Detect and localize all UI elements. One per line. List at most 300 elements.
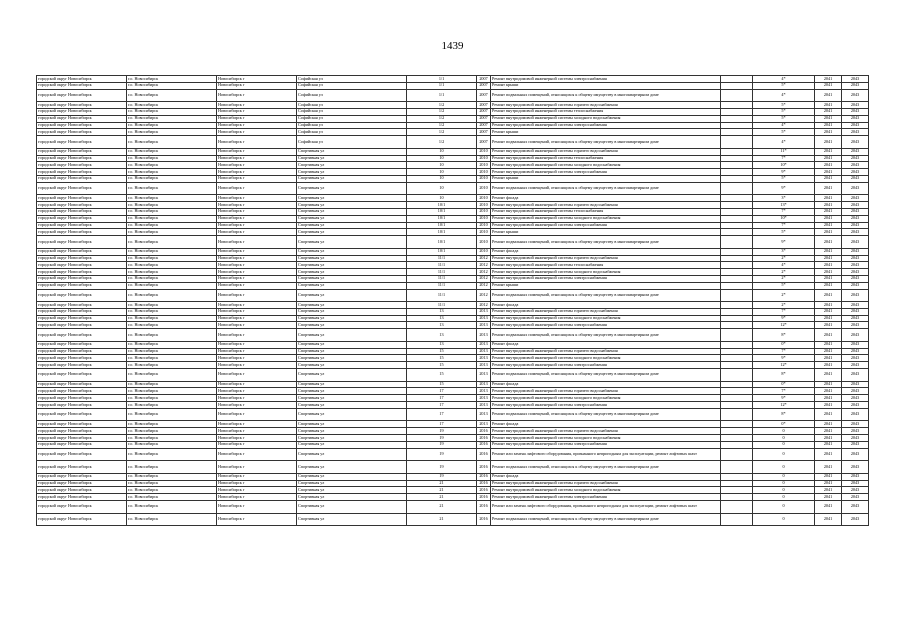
house-cell: 21: [407, 513, 477, 526]
plan-start-year-cell: 2041: [815, 255, 842, 262]
work-type-cell: Ремонт крыши: [491, 229, 721, 236]
count-cell: 5*: [753, 82, 815, 89]
street-cell: Спортивная ул: [297, 428, 407, 435]
town-cell: г.о. Новосибирск: [127, 322, 217, 329]
house-cell: 17: [407, 408, 477, 421]
town-cell: г.о. Новосибирск: [127, 435, 217, 442]
street-cell: Спортивная ул: [297, 480, 407, 487]
plan-end-year-cell: 2043: [842, 480, 869, 487]
town-cell: г.о. Новосибирск: [127, 513, 217, 526]
city-cell: Новосибирск г: [217, 122, 297, 129]
town-cell: г.о. Новосибирск: [127, 102, 217, 109]
year-cell: 2007: [477, 82, 491, 89]
street-cell: Спортивная ул: [297, 448, 407, 461]
table-row: [37, 315, 869, 322]
count-cell: 2*: [753, 275, 815, 282]
year-cell: 2013: [477, 388, 491, 395]
house-cell: 13: [407, 322, 477, 329]
house-cell: 10/1: [407, 215, 477, 222]
street-cell: Софийская ул: [297, 122, 407, 129]
count-cell: 5*: [753, 115, 815, 122]
town-cell: г.о. Новосибирск: [127, 202, 217, 209]
municipality-cell: городской округ Новосибирск: [37, 435, 127, 442]
table-row: [37, 202, 869, 209]
house-cell: 10: [407, 182, 477, 195]
work-type-cell: Ремонт внутридомовой инженерной системы холодного водоснабжения: [491, 162, 721, 169]
municipality-cell: городской округ Новосибирск: [37, 448, 127, 461]
plan-end-year-cell: 2043: [842, 329, 869, 342]
municipality-cell: городской округ Новосибирск: [37, 473, 127, 480]
town-cell: г.о. Новосибирск: [127, 329, 217, 342]
work-type-cell: Ремонт подвальных помещений, относящихся к общему имуществу в многоквартирном доме: [491, 289, 721, 302]
municipality-cell: городской округ Новосибирск: [37, 162, 127, 169]
work-type-cell: Ремонт подвальных помещений, относящихся к общему имуществу в многоквартирном доме: [491, 136, 721, 149]
town-cell: г.о. Новосибирск: [127, 236, 217, 249]
table-row: [37, 513, 869, 526]
street-cell: Спортивная ул: [297, 461, 407, 474]
street-cell: Софийская ул: [297, 136, 407, 149]
value-cell: [721, 136, 753, 149]
plan-end-year-cell: 2043: [842, 381, 869, 388]
town-cell: г.о. Новосибирск: [127, 388, 217, 395]
plan-start-year-cell: 2041: [815, 148, 842, 155]
value-cell: [721, 155, 753, 162]
street-cell: Спортивная ул: [297, 513, 407, 526]
work-type-cell: Ремонт внутридомовой инженерной системы холодного водоснабжения: [491, 215, 721, 222]
house-cell: 19: [407, 461, 477, 474]
street-cell: Спортивная ул: [297, 421, 407, 428]
plan-end-year-cell: 2043: [842, 487, 869, 494]
year-cell: 2010: [477, 162, 491, 169]
street-cell: Спортивная ул: [297, 473, 407, 480]
work-type-cell: Ремонт внутридомовой инженерной системы горячего водоснабжения: [491, 428, 721, 435]
value-cell: [721, 355, 753, 362]
street-cell: Спортивная ул: [297, 169, 407, 176]
work-type-cell: Ремонт внутридомовой инженерной системы горячего водоснабжения: [491, 388, 721, 395]
value-cell: [721, 108, 753, 115]
street-cell: Спортивная ул: [297, 155, 407, 162]
table-row: [37, 255, 869, 262]
house-cell: 17: [407, 395, 477, 402]
plan-start-year-cell: 2041: [815, 501, 842, 514]
municipality-cell: городской округ Новосибирск: [37, 487, 127, 494]
plan-end-year-cell: 2043: [842, 76, 869, 83]
town-cell: г.о. Новосибирск: [127, 229, 217, 236]
count-cell: 4*: [753, 76, 815, 83]
city-cell: Новосибирск г: [217, 369, 297, 382]
house-cell: 10: [407, 148, 477, 155]
street-cell: Спортивная ул: [297, 362, 407, 369]
plan-end-year-cell: 2043: [842, 269, 869, 276]
plan-start-year-cell: 2041: [815, 348, 842, 355]
count-cell: 10*: [753, 162, 815, 169]
year-cell: 2012: [477, 255, 491, 262]
plan-end-year-cell: 2043: [842, 248, 869, 255]
house-cell: 21: [407, 501, 477, 514]
year-cell: 2012: [477, 282, 491, 289]
municipality-cell: городской округ Новосибирск: [37, 322, 127, 329]
year-cell: 2016: [477, 501, 491, 514]
count-cell: 2*: [753, 269, 815, 276]
plan-start-year-cell: 2041: [815, 435, 842, 442]
house-cell: 13: [407, 329, 477, 342]
value-cell: [721, 322, 753, 329]
value-cell: [721, 402, 753, 409]
town-cell: г.о. Новосибирск: [127, 155, 217, 162]
year-cell: 2010: [477, 169, 491, 176]
street-cell: Софийская ул: [297, 108, 407, 115]
city-cell: Новосибирск г: [217, 136, 297, 149]
street-cell: Софийская ул: [297, 76, 407, 83]
plan-start-year-cell: 2041: [815, 381, 842, 388]
table-row: [37, 208, 869, 215]
house-cell: 1/2: [407, 115, 477, 122]
municipality-cell: городской округ Новосибирск: [37, 402, 127, 409]
plan-start-year-cell: 2041: [815, 473, 842, 480]
municipality-cell: городской округ Новосибирск: [37, 329, 127, 342]
year-cell: 2016: [477, 435, 491, 442]
plan-end-year-cell: 2043: [842, 494, 869, 501]
house-cell: 10: [407, 155, 477, 162]
city-cell: Новосибирск г: [217, 395, 297, 402]
table-row: [37, 122, 869, 129]
municipality-cell: городской округ Новосибирск: [37, 302, 127, 309]
year-cell: 2010: [477, 202, 491, 209]
plan-start-year-cell: 2041: [815, 108, 842, 115]
value-cell: [721, 89, 753, 102]
count-cell: 2*: [753, 289, 815, 302]
street-cell: Спортивная ул: [297, 215, 407, 222]
year-cell: 2016: [477, 428, 491, 435]
table-row: [37, 362, 869, 369]
plan-start-year-cell: 2041: [815, 222, 842, 229]
street-cell: Софийская ул: [297, 82, 407, 89]
value-cell: [721, 473, 753, 480]
municipality-cell: городской округ Новосибирск: [37, 155, 127, 162]
table-row: [37, 169, 869, 176]
city-cell: Новосибирск г: [217, 108, 297, 115]
plan-end-year-cell: 2043: [842, 255, 869, 262]
table-row: [37, 275, 869, 282]
town-cell: г.о. Новосибирск: [127, 208, 217, 215]
count-cell: 0: [753, 487, 815, 494]
year-cell: 2007: [477, 102, 491, 109]
value-cell: [721, 388, 753, 395]
work-type-cell: Ремонт внутридомовой инженерной системы электроснабжения: [491, 441, 721, 448]
table-row: [37, 402, 869, 409]
value-cell: [721, 302, 753, 309]
table-row: [37, 289, 869, 302]
municipality-cell: городской округ Новосибирск: [37, 513, 127, 526]
town-cell: г.о. Новосибирск: [127, 448, 217, 461]
year-cell: 2013: [477, 381, 491, 388]
house-cell: 17: [407, 388, 477, 395]
work-type-cell: Ремонт внутридомовой инженерной системы горячего водоснабжения: [491, 148, 721, 155]
value-cell: [721, 162, 753, 169]
plan-start-year-cell: 2041: [815, 315, 842, 322]
plan-end-year-cell: 2043: [842, 402, 869, 409]
city-cell: Новосибирск г: [217, 408, 297, 421]
count-cell: 9*: [753, 182, 815, 195]
town-cell: г.о. Новосибирск: [127, 182, 217, 195]
city-cell: Новосибирск г: [217, 76, 297, 83]
plan-end-year-cell: 2043: [842, 315, 869, 322]
town-cell: г.о. Новосибирск: [127, 115, 217, 122]
table-row: [37, 348, 869, 355]
work-type-cell: Ремонт фасада: [491, 421, 721, 428]
municipality-cell: городской округ Новосибирск: [37, 348, 127, 355]
city-cell: Новосибирск г: [217, 348, 297, 355]
value-cell: [721, 262, 753, 269]
house-cell: 11/1: [407, 302, 477, 309]
year-cell: 2013: [477, 362, 491, 369]
plan-end-year-cell: 2043: [842, 262, 869, 269]
plan-start-year-cell: 2041: [815, 208, 842, 215]
plan-end-year-cell: 2043: [842, 448, 869, 461]
municipality-cell: городской округ Новосибирск: [37, 501, 127, 514]
city-cell: Новосибирск г: [217, 229, 297, 236]
town-cell: г.о. Новосибирск: [127, 222, 217, 229]
table-row: [37, 441, 869, 448]
plan-end-year-cell: 2043: [842, 122, 869, 129]
city-cell: Новосибирск г: [217, 341, 297, 348]
count-cell: 7*: [753, 308, 815, 315]
table-row: [37, 162, 869, 169]
street-cell: Спортивная ул: [297, 348, 407, 355]
plan-end-year-cell: 2043: [842, 473, 869, 480]
city-cell: Новосибирск г: [217, 215, 297, 222]
count-cell: 2*: [753, 255, 815, 262]
house-cell: 10: [407, 162, 477, 169]
count-cell: 0: [753, 513, 815, 526]
plan-start-year-cell: 2041: [815, 195, 842, 202]
city-cell: Новосибирск г: [217, 428, 297, 435]
count-cell: 0*: [753, 341, 815, 348]
house-cell: 19: [407, 448, 477, 461]
table-row: [37, 108, 869, 115]
house-cell: 15: [407, 369, 477, 382]
count-cell: 3*: [753, 248, 815, 255]
value-cell: [721, 102, 753, 109]
table-row: [37, 480, 869, 487]
town-cell: г.о. Новосибирск: [127, 129, 217, 136]
street-cell: Спортивная ул: [297, 388, 407, 395]
plan-end-year-cell: 2043: [842, 182, 869, 195]
year-cell: 2007: [477, 115, 491, 122]
plan-start-year-cell: 2041: [815, 308, 842, 315]
plan-end-year-cell: 2043: [842, 461, 869, 474]
street-cell: Спортивная ул: [297, 262, 407, 269]
house-cell: 11/1: [407, 289, 477, 302]
table-row: [37, 215, 869, 222]
count-cell: 2*: [753, 302, 815, 309]
street-cell: Спортивная ул: [297, 381, 407, 388]
plan-end-year-cell: 2043: [842, 82, 869, 89]
table-row: [37, 329, 869, 342]
municipality-cell: городской округ Новосибирск: [37, 381, 127, 388]
town-cell: г.о. Новосибирск: [127, 408, 217, 421]
municipality-cell: городской округ Новосибирск: [37, 115, 127, 122]
value-cell: [721, 82, 753, 89]
work-type-cell: Ремонт крыши: [491, 282, 721, 289]
street-cell: Спортивная ул: [297, 435, 407, 442]
count-cell: 8*: [753, 369, 815, 382]
table-body: [37, 76, 869, 526]
plan-start-year-cell: 2041: [815, 441, 842, 448]
city-cell: Новосибирск г: [217, 129, 297, 136]
plan-end-year-cell: 2043: [842, 208, 869, 215]
house-cell: 1/2: [407, 102, 477, 109]
town-cell: г.о. Новосибирск: [127, 441, 217, 448]
plan-start-year-cell: 2041: [815, 289, 842, 302]
value-cell: [721, 115, 753, 122]
plan-end-year-cell: 2043: [842, 89, 869, 102]
plan-end-year-cell: 2043: [842, 421, 869, 428]
year-cell: 2007: [477, 122, 491, 129]
municipality-cell: городской округ Новосибирск: [37, 480, 127, 487]
plan-end-year-cell: 2043: [842, 408, 869, 421]
plan-start-year-cell: 2041: [815, 236, 842, 249]
plan-start-year-cell: 2041: [815, 229, 842, 236]
municipality-cell: городской округ Новосибирск: [37, 441, 127, 448]
house-cell: 13: [407, 315, 477, 322]
house-cell: 13: [407, 308, 477, 315]
house-cell: 1/2: [407, 136, 477, 149]
street-cell: Спортивная ул: [297, 282, 407, 289]
value-cell: [721, 448, 753, 461]
city-cell: Новосибирск г: [217, 208, 297, 215]
value-cell: [721, 275, 753, 282]
value-cell: [721, 487, 753, 494]
value-cell: [721, 341, 753, 348]
work-type-cell: Ремонт внутридомовой инженерной системы горячего водоснабжения: [491, 348, 721, 355]
plan-start-year-cell: 2041: [815, 402, 842, 409]
plan-end-year-cell: 2043: [842, 435, 869, 442]
table-row: [37, 222, 869, 229]
count-cell: 5*: [753, 175, 815, 182]
value-cell: [721, 175, 753, 182]
value-cell: [721, 395, 753, 402]
count-cell: 0: [753, 448, 815, 461]
house-cell: 19: [407, 473, 477, 480]
table-row: [37, 388, 869, 395]
value-cell: [721, 215, 753, 222]
count-cell: 4*: [753, 136, 815, 149]
work-type-cell: Ремонт подвальных помещений, относящихся к общему имуществу в многоквартирном доме: [491, 408, 721, 421]
town-cell: г.о. Новосибирск: [127, 421, 217, 428]
table-row: [37, 195, 869, 202]
city-cell: Новосибирск г: [217, 487, 297, 494]
count-cell: 12*: [753, 402, 815, 409]
plan-start-year-cell: 2041: [815, 369, 842, 382]
town-cell: г.о. Новосибирск: [127, 348, 217, 355]
table-row: [37, 148, 869, 155]
count-cell: 0: [753, 435, 815, 442]
municipality-cell: городской округ Новосибирск: [37, 428, 127, 435]
city-cell: Новосибирск г: [217, 435, 297, 442]
value-cell: [721, 308, 753, 315]
plan-start-year-cell: 2041: [815, 169, 842, 176]
town-cell: г.о. Новосибирск: [127, 461, 217, 474]
table-row: [37, 494, 869, 501]
value-cell: [721, 461, 753, 474]
work-type-cell: Ремонт внутридомовой инженерной системы холодного водоснабжения: [491, 487, 721, 494]
work-type-cell: Ремонт внутридомовой инженерной системы электроснабжения: [491, 222, 721, 229]
plan-end-year-cell: 2043: [842, 136, 869, 149]
work-type-cell: Ремонт подвальных помещений, относящихся к общему имуществу в многоквартирном доме: [491, 236, 721, 249]
count-cell: 9*: [753, 395, 815, 402]
work-type-cell: Ремонт внутридомовой инженерной системы электроснабжения: [491, 122, 721, 129]
plan-start-year-cell: 2041: [815, 513, 842, 526]
table-row: [37, 322, 869, 329]
year-cell: 2007: [477, 76, 491, 83]
count-cell: 0: [753, 441, 815, 448]
plan-start-year-cell: 2041: [815, 136, 842, 149]
street-cell: Спортивная ул: [297, 315, 407, 322]
house-cell: 11/1: [407, 269, 477, 276]
value-cell: [721, 362, 753, 369]
count-cell: 0*: [753, 381, 815, 388]
municipality-cell: городской округ Новосибирск: [37, 208, 127, 215]
municipality-cell: городской округ Новосибирск: [37, 421, 127, 428]
plan-start-year-cell: 2041: [815, 461, 842, 474]
house-cell: 21: [407, 494, 477, 501]
city-cell: Новосибирск г: [217, 513, 297, 526]
city-cell: Новосибирск г: [217, 255, 297, 262]
count-cell: 13*: [753, 202, 815, 209]
work-type-cell: Ремонт подвальных помещений, относящихся к общему имуществу в многоквартирном доме: [491, 513, 721, 526]
town-cell: г.о. Новосибирск: [127, 82, 217, 89]
city-cell: Новосибирск г: [217, 388, 297, 395]
municipality-cell: городской округ Новосибирск: [37, 289, 127, 302]
year-cell: 2013: [477, 315, 491, 322]
table-row: [37, 102, 869, 109]
value-cell: [721, 236, 753, 249]
municipality-cell: городской округ Новосибирск: [37, 282, 127, 289]
city-cell: Новосибирск г: [217, 315, 297, 322]
city-cell: Новосибирск г: [217, 289, 297, 302]
plan-start-year-cell: 2041: [815, 388, 842, 395]
value-cell: [721, 76, 753, 83]
value-cell: [721, 202, 753, 209]
municipality-cell: городской округ Новосибирск: [37, 195, 127, 202]
work-type-cell: Ремонт фасада: [491, 248, 721, 255]
count-cell: 3*: [753, 195, 815, 202]
table-row: [37, 282, 869, 289]
municipality-cell: городской округ Новосибирск: [37, 369, 127, 382]
year-cell: 2016: [477, 448, 491, 461]
municipality-cell: городской округ Новосибирск: [37, 169, 127, 176]
value-cell: [721, 248, 753, 255]
house-cell: 21: [407, 487, 477, 494]
municipality-cell: городской округ Новосибирск: [37, 341, 127, 348]
table-row: [37, 308, 869, 315]
year-cell: 2012: [477, 262, 491, 269]
work-type-cell: Ремонт крыши: [491, 82, 721, 89]
city-cell: Новосибирск г: [217, 195, 297, 202]
year-cell: 2016: [477, 480, 491, 487]
year-cell: 2010: [477, 215, 491, 222]
value-cell: [721, 169, 753, 176]
street-cell: Софийская ул: [297, 115, 407, 122]
house-cell: 1/2: [407, 122, 477, 129]
town-cell: г.о. Новосибирск: [127, 269, 217, 276]
street-cell: Спортивная ул: [297, 322, 407, 329]
town-cell: г.о. Новосибирск: [127, 289, 217, 302]
city-cell: Новосибирск г: [217, 82, 297, 89]
house-cell: 10: [407, 195, 477, 202]
year-cell: 2010: [477, 195, 491, 202]
